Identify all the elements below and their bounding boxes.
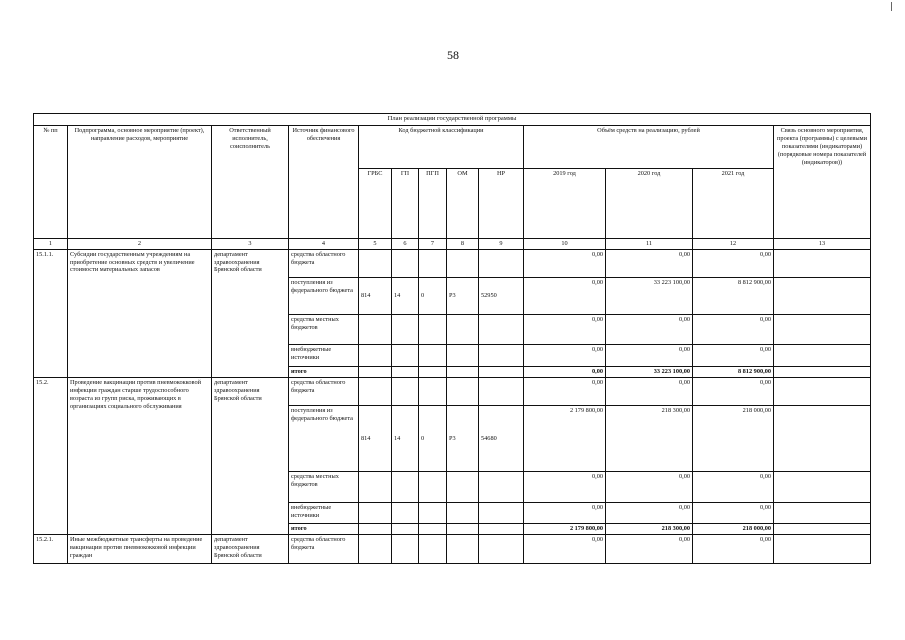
header-kbk: Код бюджетной классификации bbox=[359, 126, 524, 169]
indicator-link bbox=[774, 502, 871, 523]
item-number: 15.1.1. bbox=[34, 249, 68, 378]
column-number: 5 bbox=[359, 238, 392, 249]
code-np bbox=[479, 378, 524, 406]
code-om bbox=[447, 502, 479, 523]
amount-2019: 2 179 800,00 bbox=[524, 405, 606, 471]
code-np bbox=[479, 315, 524, 345]
code-grbs bbox=[359, 535, 392, 564]
column-number: 10 bbox=[524, 238, 606, 249]
amount-2021: 0,00 bbox=[693, 502, 774, 523]
code-gp bbox=[392, 344, 419, 366]
code-om bbox=[447, 367, 479, 378]
code-np bbox=[479, 502, 524, 523]
header-executor: Ответственный исполнитель, соисполнитель bbox=[212, 126, 289, 238]
indicator-link bbox=[774, 535, 871, 564]
amount-2021: 0,00 bbox=[693, 378, 774, 406]
amount-2021: 0,00 bbox=[693, 344, 774, 366]
amount-2020: 0,00 bbox=[606, 502, 693, 523]
amount-2019: 0,00 bbox=[524, 315, 606, 345]
column-number: 1 bbox=[34, 238, 68, 249]
code-gp bbox=[392, 249, 419, 278]
code-grbs bbox=[359, 249, 392, 278]
column-number: 4 bbox=[289, 238, 359, 249]
code-pgp bbox=[419, 502, 447, 523]
funding-source: средства областного бюджета bbox=[289, 535, 359, 564]
amount-2021: 8 812 900,00 bbox=[693, 278, 774, 315]
code-gp bbox=[392, 367, 419, 378]
amount-2020: 33 223 100,00 bbox=[606, 367, 693, 378]
code-pgp bbox=[419, 315, 447, 345]
code-grbs bbox=[359, 472, 392, 503]
funding-source: средства местных бюджетов bbox=[289, 315, 359, 345]
header-grbs: ГРБС bbox=[359, 169, 392, 238]
item-number: 15.2. bbox=[34, 378, 68, 535]
code-grbs bbox=[359, 367, 392, 378]
table-row bbox=[34, 249, 871, 278]
column-number: 3 bbox=[212, 238, 289, 249]
code-gp bbox=[392, 315, 419, 345]
code-gp bbox=[392, 472, 419, 503]
code-pgp bbox=[419, 367, 447, 378]
code-pgp: 0 bbox=[419, 278, 447, 315]
code-pgp: 0 bbox=[419, 405, 447, 471]
table-row bbox=[34, 535, 871, 564]
code-grbs bbox=[359, 344, 392, 366]
code-pgp bbox=[419, 249, 447, 278]
indicator-link bbox=[774, 278, 871, 315]
item-number: 15.2.1. bbox=[34, 535, 68, 564]
item-executor: департамент здравоохранения Брянской области bbox=[212, 249, 289, 378]
amount-2020: 0,00 bbox=[606, 249, 693, 278]
code-gp: 14 bbox=[392, 405, 419, 471]
code-np bbox=[479, 344, 524, 366]
table-row bbox=[34, 378, 871, 406]
column-number: 6 bbox=[392, 238, 419, 249]
indicator-link bbox=[774, 378, 871, 406]
item-executor: департамент здравоохранения Брянской области bbox=[212, 535, 289, 564]
amount-2019: 0,00 bbox=[524, 535, 606, 564]
amount-2019: 0,00 bbox=[524, 378, 606, 406]
amount-2020: 218 300,00 bbox=[606, 405, 693, 471]
funding-source: внебюджетные источники bbox=[289, 344, 359, 366]
code-om bbox=[447, 524, 479, 535]
header-om: ОМ bbox=[447, 169, 479, 238]
amount-2021: 218 000,00 bbox=[693, 405, 774, 471]
amount-2021: 0,00 bbox=[693, 249, 774, 278]
code-grbs bbox=[359, 315, 392, 345]
amount-2019: 0,00 bbox=[524, 249, 606, 278]
indicator-link bbox=[774, 405, 871, 471]
code-om bbox=[447, 344, 479, 366]
header-source: Источник финансового обеспечения bbox=[289, 126, 359, 238]
code-gp: 14 bbox=[392, 278, 419, 315]
amount-2020: 0,00 bbox=[606, 378, 693, 406]
item-name: Субсидии государственным учреждениям на приобретение основных средств и увеличение стоимости материальных запасов bbox=[68, 249, 212, 378]
funding-source: итого bbox=[289, 524, 359, 535]
code-np bbox=[479, 472, 524, 503]
code-np: 52950 bbox=[479, 278, 524, 315]
column-number-row bbox=[34, 238, 871, 249]
code-gp bbox=[392, 502, 419, 523]
header-gp: ГП bbox=[392, 169, 419, 238]
code-np bbox=[479, 249, 524, 278]
code-om: Р3 bbox=[447, 405, 479, 471]
item-executor: департамент здравоохранения Брянской области bbox=[212, 378, 289, 535]
funding-source: итого bbox=[289, 367, 359, 378]
header-link: Связь основного мероприятия, проекта (программы) с целевыми показателями (индикаторами) (порядковые номера показателей (индикаторов)) bbox=[774, 126, 871, 238]
column-number: 2 bbox=[68, 238, 212, 249]
code-pgp bbox=[419, 535, 447, 564]
amount-2019: 0,00 bbox=[524, 367, 606, 378]
item-name: Проведение вакцинации против пневмококковой инфекции граждан старше трудоспособного возраста из групп риска, проживающих в организациях социального обслуживания bbox=[68, 378, 212, 535]
code-grbs bbox=[359, 502, 392, 523]
code-gp bbox=[392, 535, 419, 564]
code-grbs: 814 bbox=[359, 405, 392, 471]
indicator-link bbox=[774, 524, 871, 535]
amount-2020: 0,00 bbox=[606, 472, 693, 503]
funding-source: внебюджетные источники bbox=[289, 502, 359, 523]
indicator-link bbox=[774, 367, 871, 378]
header-np: НР bbox=[479, 169, 524, 238]
header-volume: Объём средств на реализацию, рублей bbox=[524, 126, 774, 169]
code-om bbox=[447, 535, 479, 564]
amount-2020: 218 300,00 bbox=[606, 524, 693, 535]
amount-2020: 0,00 bbox=[606, 344, 693, 366]
code-om bbox=[447, 249, 479, 278]
code-grbs bbox=[359, 378, 392, 406]
funding-source: средства местных бюджетов bbox=[289, 472, 359, 503]
amount-2021: 218 000,00 bbox=[693, 524, 774, 535]
program-plan-table bbox=[33, 113, 871, 564]
column-number: 12 bbox=[693, 238, 774, 249]
page-number: 58 bbox=[447, 48, 459, 62]
amount-2021: 0,00 bbox=[693, 315, 774, 345]
column-number: 11 bbox=[606, 238, 693, 249]
header-no: № пп bbox=[34, 126, 68, 238]
amount-2021: 0,00 bbox=[693, 535, 774, 564]
amount-2019: 0,00 bbox=[524, 472, 606, 503]
amount-2020: 0,00 bbox=[606, 535, 693, 564]
code-om bbox=[447, 472, 479, 503]
column-number: 13 bbox=[774, 238, 871, 249]
code-gp bbox=[392, 524, 419, 535]
amount-2021: 8 812 900,00 bbox=[693, 367, 774, 378]
code-om bbox=[447, 378, 479, 406]
funding-source: поступления из федерального бюджета bbox=[289, 405, 359, 471]
funding-source: средства областного бюджета bbox=[289, 249, 359, 278]
header-2020: 2020 год bbox=[606, 169, 693, 238]
scan-mark bbox=[891, 2, 892, 11]
amount-2019: 0,00 bbox=[524, 344, 606, 366]
header-2021: 2021 год bbox=[693, 169, 774, 238]
indicator-link bbox=[774, 249, 871, 278]
code-om bbox=[447, 315, 479, 345]
header-2019: 2019 год bbox=[524, 169, 606, 238]
funding-source: средства областного бюджета bbox=[289, 378, 359, 406]
amount-2019: 0,00 bbox=[524, 502, 606, 523]
funding-source: поступления из федерального бюджета bbox=[289, 278, 359, 315]
amount-2019: 2 179 800,00 bbox=[524, 524, 606, 535]
amount-2019: 0,00 bbox=[524, 278, 606, 315]
item-name: Иные межбюджетные трансферты на проведение вакцинации против пневмококковой инфекции граждан bbox=[68, 535, 212, 564]
code-pgp bbox=[419, 378, 447, 406]
code-pgp bbox=[419, 524, 447, 535]
code-om: Р3 bbox=[447, 278, 479, 315]
column-number: 8 bbox=[447, 238, 479, 249]
amount-2020: 33 223 100,00 bbox=[606, 278, 693, 315]
code-pgp bbox=[419, 344, 447, 366]
indicator-link bbox=[774, 472, 871, 503]
code-pgp bbox=[419, 472, 447, 503]
code-gp bbox=[392, 378, 419, 406]
header-pgp: ПГП bbox=[419, 169, 447, 238]
amount-2020: 0,00 bbox=[606, 315, 693, 345]
code-np: 54680 bbox=[479, 405, 524, 471]
table-title: План реализации государственной программы bbox=[34, 114, 871, 126]
code-np bbox=[479, 535, 524, 564]
header-name: Подпрограмма, основное мероприятие (проект), направление расходов, мероприятие bbox=[68, 126, 212, 238]
code-grbs bbox=[359, 524, 392, 535]
code-grbs: 814 bbox=[359, 278, 392, 315]
column-number: 7 bbox=[419, 238, 447, 249]
code-np bbox=[479, 367, 524, 378]
indicator-link bbox=[774, 315, 871, 345]
column-number: 9 bbox=[479, 238, 524, 249]
code-np bbox=[479, 524, 524, 535]
indicator-link bbox=[774, 344, 871, 366]
amount-2021: 0,00 bbox=[693, 472, 774, 503]
